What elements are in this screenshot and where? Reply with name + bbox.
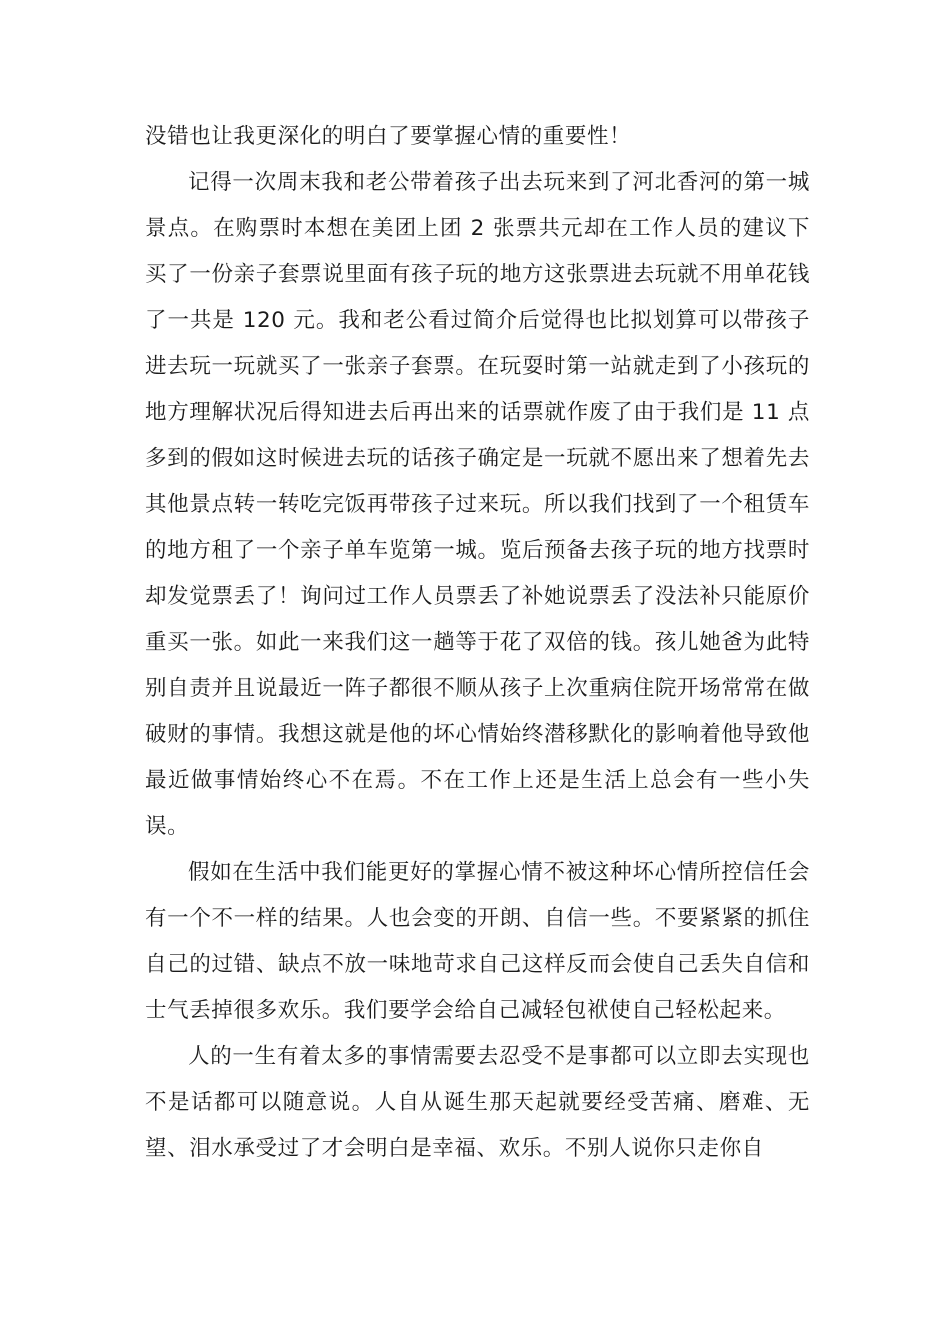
paragraph-2: 记得一次周末我和老公带着孩子出去玩来到了河北香河的第一城景点。在购票时本想在美团上团 2 张票共元却在工作人员的建议下买了一份亲子套票说里面有孩子玩的地方这张票进去玩就不用单花钱了一共是 120 元。我和老公看过简介后觉得也比拟划算可以带孩子进去玩一玩就买了一张亲子套票。在玩耍时第一站就走到了小孩玩的地方理解状况后得知进去后再出来的话票就作废了由于我们是 11 点多到的假如这时候进去玩的话孩子确定是一玩就不愿出来了想着先去其他景点转一转吃完饭再带孩子过来玩。所以我们找到了一个租赁车的地方租了一个亲子单车览第一城。览后预备去孩子玩的地方找票时却发觉票丢了！询问过工作人员票丢了补她说票丢了没法补只能原价重买一张。如此一来我们这一趟等于花了双倍的钱。孩儿她爸为此特别自责并且说最近一阵子都很不顺从孩子上次重病住院开场常常在做破财的事情。我想这就是他的坏心情始终潜移默化的影响着他导致他最近做事情始终心不在焉。不在工作上还是生活上总会有一些小失误。 [145, 170, 810, 839]
paragraph-1: 没错也让我更深化的明白了要掌握心情的重要性！ [145, 124, 632, 149]
paragraph-3: 假如在生活中我们能更好的掌握心情不被这种坏心情所控信任会有一个不一样的结果。人也会变的开朗、自信一些。不要紧紧的抓住自己的过错、缺点不放一味地苛求自己这样反而会使自己丢失自信和士气丢掉很多欢乐。我们要学会给自己减轻包袱使自己轻松起来。 [145, 860, 810, 1023]
document-body [145, 114, 810, 1172]
paragraph-4: 人的一生有着太多的事情需要去忍受不是事都可以立即去实现也不是话都可以随意说。人自从诞生那天起就要经受苦痛、磨难、无望、泪水承受过了才会明白是幸福、欢乐。不别人说你只走你自 [145, 1044, 810, 1161]
